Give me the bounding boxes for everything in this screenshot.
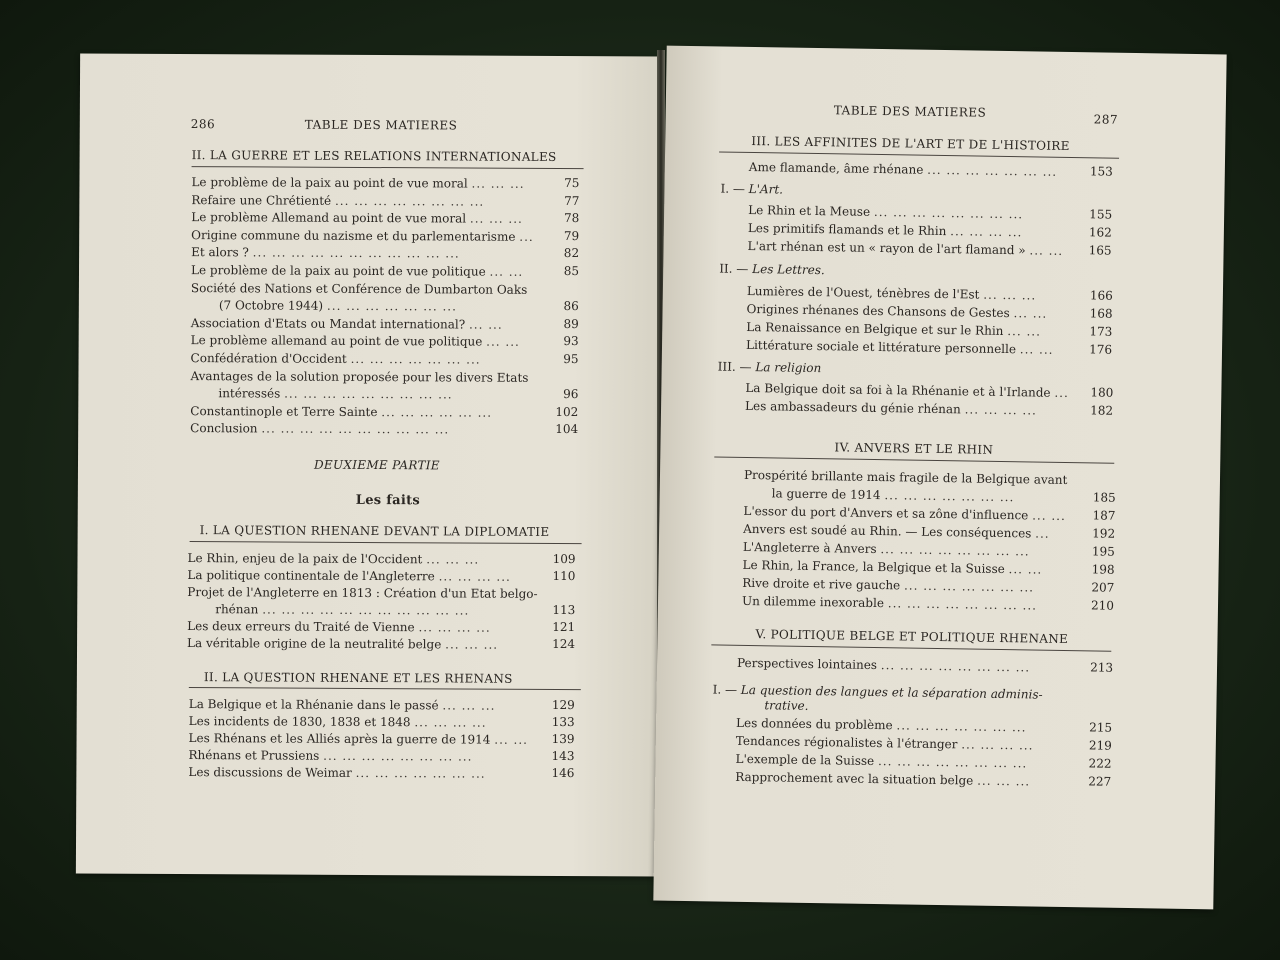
right-sub3-label: III. — bbox=[717, 359, 752, 375]
toc-entry-text: Projet de l'Angleterre en 1813 : Création d'un Etat belgo- bbox=[187, 585, 538, 601]
toc-entry-text: Tendances régionalistes à l'étranger bbox=[735, 733, 958, 752]
toc-entry bbox=[187, 550, 479, 568]
toc-entry bbox=[190, 403, 492, 421]
toc-entry-text: la guerre de 1914 bbox=[771, 486, 881, 503]
left-section2-rule bbox=[190, 541, 582, 544]
toc-leader-dots: ... ... ... bbox=[983, 287, 1037, 303]
toc-page-number: 109 bbox=[552, 551, 576, 567]
toc-entry bbox=[742, 557, 1042, 578]
toc-page-number: 89 bbox=[563, 316, 579, 331]
toc-entry-text: Le problème Allemand au point de vue moral bbox=[191, 210, 467, 226]
toc-page-number: 82 bbox=[563, 246, 580, 261]
toc-entry bbox=[742, 575, 1034, 596]
toc-entry bbox=[735, 769, 1030, 790]
right-section1-title: III. LES AFFINITES DE L'ART ET DE L'HISTOIRE bbox=[751, 133, 1070, 153]
toc-entry-text: Constantinople et Terre Sainte bbox=[190, 403, 378, 419]
toc-page-number: 121 bbox=[552, 619, 576, 635]
toc-entry-text: Les discussions de Weimar bbox=[188, 765, 352, 780]
toc-page-number: 176 bbox=[1089, 342, 1113, 357]
toc-entry-text: Les primitifs flamands et le Rhin bbox=[747, 220, 947, 239]
toc-entry bbox=[191, 262, 523, 280]
toc-entry-text: rhénan bbox=[215, 602, 259, 617]
toc-leader-dots: ... bbox=[1054, 385, 1069, 401]
toc-leader-dots: ... ... ... bbox=[471, 176, 525, 191]
toc-entry-text: Les deux erreurs du Traité de Vienne bbox=[187, 619, 415, 635]
toc-entry bbox=[191, 227, 534, 245]
toc-page-number: 79 bbox=[563, 228, 580, 243]
toc-leader-dots: ... ... ... ... ... ... ... ... bbox=[323, 748, 473, 764]
toc-page-number: 77 bbox=[564, 193, 580, 208]
toc-leader-dots: ... ... ... bbox=[442, 698, 496, 713]
toc-entry bbox=[191, 315, 503, 333]
left-running-header: TABLE DES MATIERES bbox=[304, 117, 458, 133]
toc-leader-dots: ... ... ... ... ... ... ... ... bbox=[877, 754, 1028, 771]
toc-entry bbox=[748, 220, 1023, 240]
toc-entry bbox=[188, 764, 485, 782]
toc-leader-dots: ... ... ... ... bbox=[964, 402, 1038, 418]
right-sub1-label: I. — bbox=[720, 181, 745, 196]
toc-entry bbox=[749, 159, 1058, 180]
toc-page-number: 165 bbox=[1088, 243, 1112, 258]
right-page-number: 287 bbox=[1093, 112, 1119, 127]
toc-entry-text: L'Angleterre à Anvers bbox=[742, 539, 877, 557]
toc-leader-dots: ... ... bbox=[1032, 508, 1066, 523]
toc-entry bbox=[188, 747, 472, 764]
left-page bbox=[76, 53, 662, 876]
toc-leader-dots: ... bbox=[1035, 526, 1050, 541]
toc-leader-dots: ... ... ... bbox=[977, 773, 1031, 789]
toc-entry bbox=[187, 635, 498, 653]
toc-leader-dots: ... ... ... ... ... ... ... ... ... ... bbox=[261, 421, 450, 437]
toc-entry-text: Un dilemme inexorable bbox=[741, 593, 885, 611]
right-section3-title: V. POLITIQUE BELGE ET POLITIQUE RHENANE bbox=[755, 627, 1069, 647]
left-section3-title: II. LA QUESTION RHENANE ET LES RHENANS bbox=[203, 670, 513, 686]
toc-page-number: 75 bbox=[564, 176, 580, 191]
toc-page-number: 153 bbox=[1089, 164, 1113, 179]
toc-page-number: 180 bbox=[1090, 385, 1114, 400]
toc-page-number: 182 bbox=[1090, 403, 1114, 418]
toc-page-number: 215 bbox=[1089, 720, 1113, 735]
toc-leader-dots: ... ... ... ... ... ... ... ... bbox=[880, 542, 1030, 559]
toc-entry bbox=[737, 655, 1030, 676]
toc-entry-text: Le Rhin, la France, la Belgique et la Suisse bbox=[742, 557, 1005, 577]
right-running-header: TABLE DES MATIERES bbox=[833, 103, 987, 120]
toc-page-number: 162 bbox=[1088, 225, 1112, 240]
left-section3-rule bbox=[189, 687, 581, 690]
toc-entry bbox=[191, 244, 460, 261]
toc-entry bbox=[743, 539, 1030, 560]
right-sub2-label: II. — bbox=[719, 261, 749, 276]
toc-entry-text: Rhénans et Prussiens bbox=[188, 748, 320, 763]
toc-leader-dots: ... ... ... ... bbox=[961, 737, 1034, 753]
toc-page-number: 95 bbox=[563, 352, 579, 367]
toc-entry bbox=[743, 521, 1050, 542]
right-sub3-title: La religion bbox=[755, 360, 822, 376]
toc-entry bbox=[746, 301, 1047, 322]
toc-leader-dots: ... ... ... ... ... ... ... ... bbox=[334, 193, 485, 209]
toc-leader-dots: ... ... ... bbox=[426, 552, 480, 567]
toc-entry bbox=[735, 751, 1027, 772]
right-section2-title: IV. ANVERS ET LE RHIN bbox=[834, 440, 994, 457]
toc-page-number: 104 bbox=[555, 422, 579, 437]
toc-entry bbox=[191, 332, 520, 350]
toc-entry bbox=[191, 209, 523, 227]
toc-leader-dots: ... ... ... ... ... ... ... bbox=[927, 162, 1058, 179]
toc-page-number: 124 bbox=[552, 636, 576, 652]
toc-entry bbox=[219, 297, 457, 314]
toc-leader-dots: ... ... ... ... ... ... ... bbox=[903, 578, 1035, 595]
toc-leader-dots: ... ... ... ... ... ... ... ... ... ... ... bbox=[252, 245, 460, 261]
toc-leader-dots: ... ... bbox=[468, 317, 503, 332]
toc-leader-dots: ... ... bbox=[1029, 243, 1064, 258]
toc-entry-text: L'essor du port d'Anvers et sa zône d'influence bbox=[743, 503, 1029, 523]
toc-entry-text: Les Rhénans et les Alliés après la guerre de 1914 bbox=[188, 731, 491, 747]
right-sub4-title-cont: trative. bbox=[764, 698, 809, 713]
toc-entry-text: Et alors ? bbox=[191, 245, 249, 260]
toc-page-number: 133 bbox=[551, 714, 575, 730]
toc-leader-dots: ... ... bbox=[1008, 562, 1043, 577]
toc-leader-dots: ... ... ... ... ... ... ... bbox=[350, 351, 481, 367]
toc-entry-text: Les ambassadeurs du génie rhénan bbox=[744, 398, 961, 417]
toc-entry-text: La véritable origine de la neutralité belge bbox=[187, 636, 442, 652]
toc-page-number: 86 bbox=[563, 299, 579, 314]
toc-entry-text: Avantages de la solution proposée pour les divers Etats bbox=[190, 368, 529, 385]
toc-entry-text: Les données du problème bbox=[736, 715, 893, 733]
toc-entry bbox=[748, 202, 1023, 222]
right-sub2-title: Les Lettres. bbox=[752, 262, 825, 278]
toc-entry-text: L'art rhénan est un « rayon de l'art flamand » bbox=[747, 238, 1026, 258]
toc-page-number: 102 bbox=[555, 404, 579, 419]
toc-page-number: 213 bbox=[1090, 660, 1114, 675]
toc-page-number: 110 bbox=[552, 568, 576, 584]
toc-page-number: 198 bbox=[1091, 562, 1115, 577]
toc-leader-dots: ... ... ... ... ... ... ... ... ... bbox=[284, 386, 453, 402]
toc-leader-dots: ... ... bbox=[486, 335, 520, 350]
toc-page-number: 192 bbox=[1092, 526, 1116, 541]
toc-leader-dots: ... ... ... ... ... ... ... bbox=[884, 488, 1015, 505]
toc-entry bbox=[746, 337, 1054, 358]
toc-entry-text: La Renaissance en Belgique et sur le Rhin bbox=[746, 319, 1004, 338]
toc-entry-text: Association d'Etats ou Mandat international? bbox=[190, 315, 466, 332]
right-sub4-label: I. — bbox=[712, 682, 738, 697]
toc-entry bbox=[772, 485, 1015, 505]
toc-entry bbox=[747, 283, 1037, 304]
right-sub4-heading bbox=[713, 681, 1043, 702]
toc-page-number: 222 bbox=[1088, 756, 1112, 771]
toc-entry-text: Les incidents de 1830, 1838 et 1848 bbox=[188, 714, 411, 730]
toc-entry bbox=[190, 420, 449, 437]
toc-entry-text: Littérature sociale et littérature personnelle bbox=[745, 337, 1017, 357]
toc-entry-text: (7 Octobre 1944) bbox=[218, 298, 324, 313]
toc-entry bbox=[187, 584, 537, 602]
toc-entry-text: Origine commune du nazisme et du parlementarisme bbox=[191, 227, 516, 244]
toc-page-number: 227 bbox=[1088, 774, 1112, 789]
right-section2-rule bbox=[714, 456, 1114, 463]
toc-leader-dots: ... ... bbox=[1013, 306, 1048, 321]
right-page bbox=[653, 46, 1226, 910]
toc-page-number: 139 bbox=[551, 731, 575, 747]
toc-entry-text: Origines rhénanes des Chansons de Gestes bbox=[746, 301, 1010, 321]
toc-leader-dots: ... ... ... ... ... ... ... ... bbox=[887, 596, 1038, 613]
right-sub1-heading bbox=[720, 181, 783, 198]
toc-entry bbox=[189, 713, 487, 731]
toc-leader-dots: ... ... ... ... bbox=[950, 224, 1023, 240]
toc-page-number: 129 bbox=[551, 697, 575, 713]
right-sub4-title: La question des langues et la séparation adminis- bbox=[740, 682, 1043, 702]
toc-entry-text: Le Rhin, enjeu de la paix de l'Occident bbox=[187, 551, 423, 567]
left-section2-title: I. LA QUESTION RHENANE DEVANT LA DIPLOMATIE bbox=[199, 523, 550, 539]
toc-leader-dots: ... ... ... ... ... ... ... ... bbox=[880, 658, 1031, 675]
toc-entry bbox=[736, 715, 1027, 736]
toc-entry bbox=[191, 192, 484, 210]
toc-entry bbox=[187, 567, 511, 585]
toc-leader-dots: ... ... ... ... ... ... ... bbox=[326, 298, 457, 314]
toc-leader-dots: ... ... bbox=[494, 732, 529, 747]
toc-entry bbox=[191, 174, 524, 192]
right-sub2-heading bbox=[719, 261, 825, 279]
left-part-subtitle: Les faits bbox=[355, 492, 421, 509]
toc-leader-dots: ... ... ... ... ... ... ... bbox=[896, 718, 1027, 735]
toc-entry-text: Refaire une Chrétienté bbox=[191, 192, 332, 208]
toc-entry bbox=[736, 733, 1034, 754]
toc-entry-text: Le problème de la paix au point de vue moral bbox=[191, 175, 468, 191]
toc-entry-text: Le problème allemand au point de vue politique bbox=[190, 333, 483, 349]
toc-entry-text: Société des Nations et Conférence de Dumbarton Oaks bbox=[190, 280, 528, 297]
toc-leader-dots: ... ... ... ... bbox=[418, 620, 491, 635]
toc-entry-text: Rapprochement avec la situation belge bbox=[735, 769, 974, 788]
toc-leader-dots: ... ... ... ... ... ... ... ... bbox=[873, 204, 1024, 222]
toc-page-number: 78 bbox=[563, 211, 580, 226]
toc-page-number: 155 bbox=[1089, 207, 1113, 222]
toc-page-number: 219 bbox=[1088, 738, 1112, 753]
toc-entry bbox=[187, 618, 491, 636]
toc-page-number: 146 bbox=[551, 765, 575, 781]
right-sub3-heading bbox=[718, 358, 822, 376]
toc-entry bbox=[190, 368, 528, 386]
toc-entry-text: Conclusion bbox=[190, 421, 258, 436]
toc-leader-dots: ... ... ... bbox=[469, 211, 523, 226]
toc-entry bbox=[189, 696, 496, 714]
toc-entry-text: La Belgique doit sa foi à la Rhénanie et à l'Irlande bbox=[745, 380, 1051, 400]
toc-page-number: 143 bbox=[551, 748, 575, 764]
toc-leader-dots: ... ... ... ... ... ... ... bbox=[355, 765, 486, 781]
toc-entry-text: intéressés bbox=[218, 386, 281, 401]
left-page-number: 286 bbox=[190, 117, 216, 132]
toc-entry-text: L'exemple de la Suisse bbox=[735, 751, 875, 769]
toc-page-number: 207 bbox=[1091, 580, 1115, 595]
toc-entry bbox=[189, 730, 529, 748]
toc-page-number: 168 bbox=[1089, 306, 1113, 321]
toc-entry-text: Rive droite et rive gauche bbox=[742, 575, 901, 593]
left-section1-rule bbox=[192, 166, 584, 169]
toc-leader-dots: ... ... ... ... ... ... ... ... ... ... ... bbox=[262, 602, 470, 618]
toc-entry bbox=[742, 593, 1037, 614]
toc-leader-dots: ... bbox=[519, 229, 534, 244]
toc-page-number: 185 bbox=[1092, 490, 1116, 505]
toc-page-number: 173 bbox=[1089, 324, 1113, 339]
toc-page-number: 195 bbox=[1091, 544, 1115, 559]
toc-entry bbox=[215, 601, 469, 618]
toc-entry bbox=[218, 385, 452, 402]
toc-entry bbox=[746, 319, 1041, 340]
toc-entry-text: Confédération d'Occident bbox=[190, 351, 347, 366]
toc-page-number: 93 bbox=[563, 334, 579, 349]
toc-page-number: 113 bbox=[552, 602, 576, 618]
toc-entry bbox=[191, 280, 527, 298]
left-section1-title: II. LA GUERRE ET LES RELATIONS INTERNATIONALES bbox=[191, 148, 557, 164]
toc-entry bbox=[191, 350, 481, 368]
toc-page-number: 96 bbox=[563, 387, 579, 402]
toc-leader-dots: ... ... ... ... bbox=[438, 569, 511, 584]
toc-page-number: 85 bbox=[563, 264, 580, 279]
left-part-title: DEUXIEME PARTIE bbox=[313, 457, 440, 473]
toc-leader-dots: ... ... ... ... bbox=[414, 715, 487, 730]
toc-entry-text: Prospérité brillante mais fragile de la Belgique avant bbox=[743, 467, 1068, 488]
toc-page-number: 187 bbox=[1092, 508, 1116, 523]
toc-leader-dots: ... ... bbox=[1007, 324, 1042, 339]
toc-entry-text: Ame flamande, âme rhénane bbox=[748, 159, 924, 177]
toc-leader-dots: ... ... bbox=[1019, 342, 1054, 357]
toc-page-number: 210 bbox=[1090, 598, 1115, 613]
toc-leader-dots: ... ... ... ... ... ... bbox=[381, 404, 493, 420]
toc-entry-text: Le Rhin et la Meuse bbox=[748, 202, 871, 219]
toc-entry-text: Le problème de la paix au point de vue politique bbox=[190, 263, 486, 279]
toc-entry bbox=[747, 238, 1063, 259]
right-sub1-title: L'Art. bbox=[748, 181, 784, 197]
toc-leader-dots: ... ... bbox=[489, 264, 524, 279]
toc-entry-text: La Belgique et la Rhénanie dans le passé bbox=[188, 697, 439, 713]
toc-entry-text: Perspectives lointaines bbox=[736, 655, 878, 673]
toc-entry-text: La politique continentale de l'Angleterre bbox=[187, 568, 435, 584]
toc-leader-dots: ... ... ... bbox=[445, 637, 499, 652]
toc-page-number: 166 bbox=[1089, 288, 1113, 303]
toc-entry-text: Lumières de l'Ouest, ténèbres de l'Est bbox=[746, 283, 980, 302]
toc-entry-text: Anvers est soudé au Rhin. — Les conséquences bbox=[743, 521, 1032, 541]
toc-entry bbox=[745, 398, 1037, 419]
